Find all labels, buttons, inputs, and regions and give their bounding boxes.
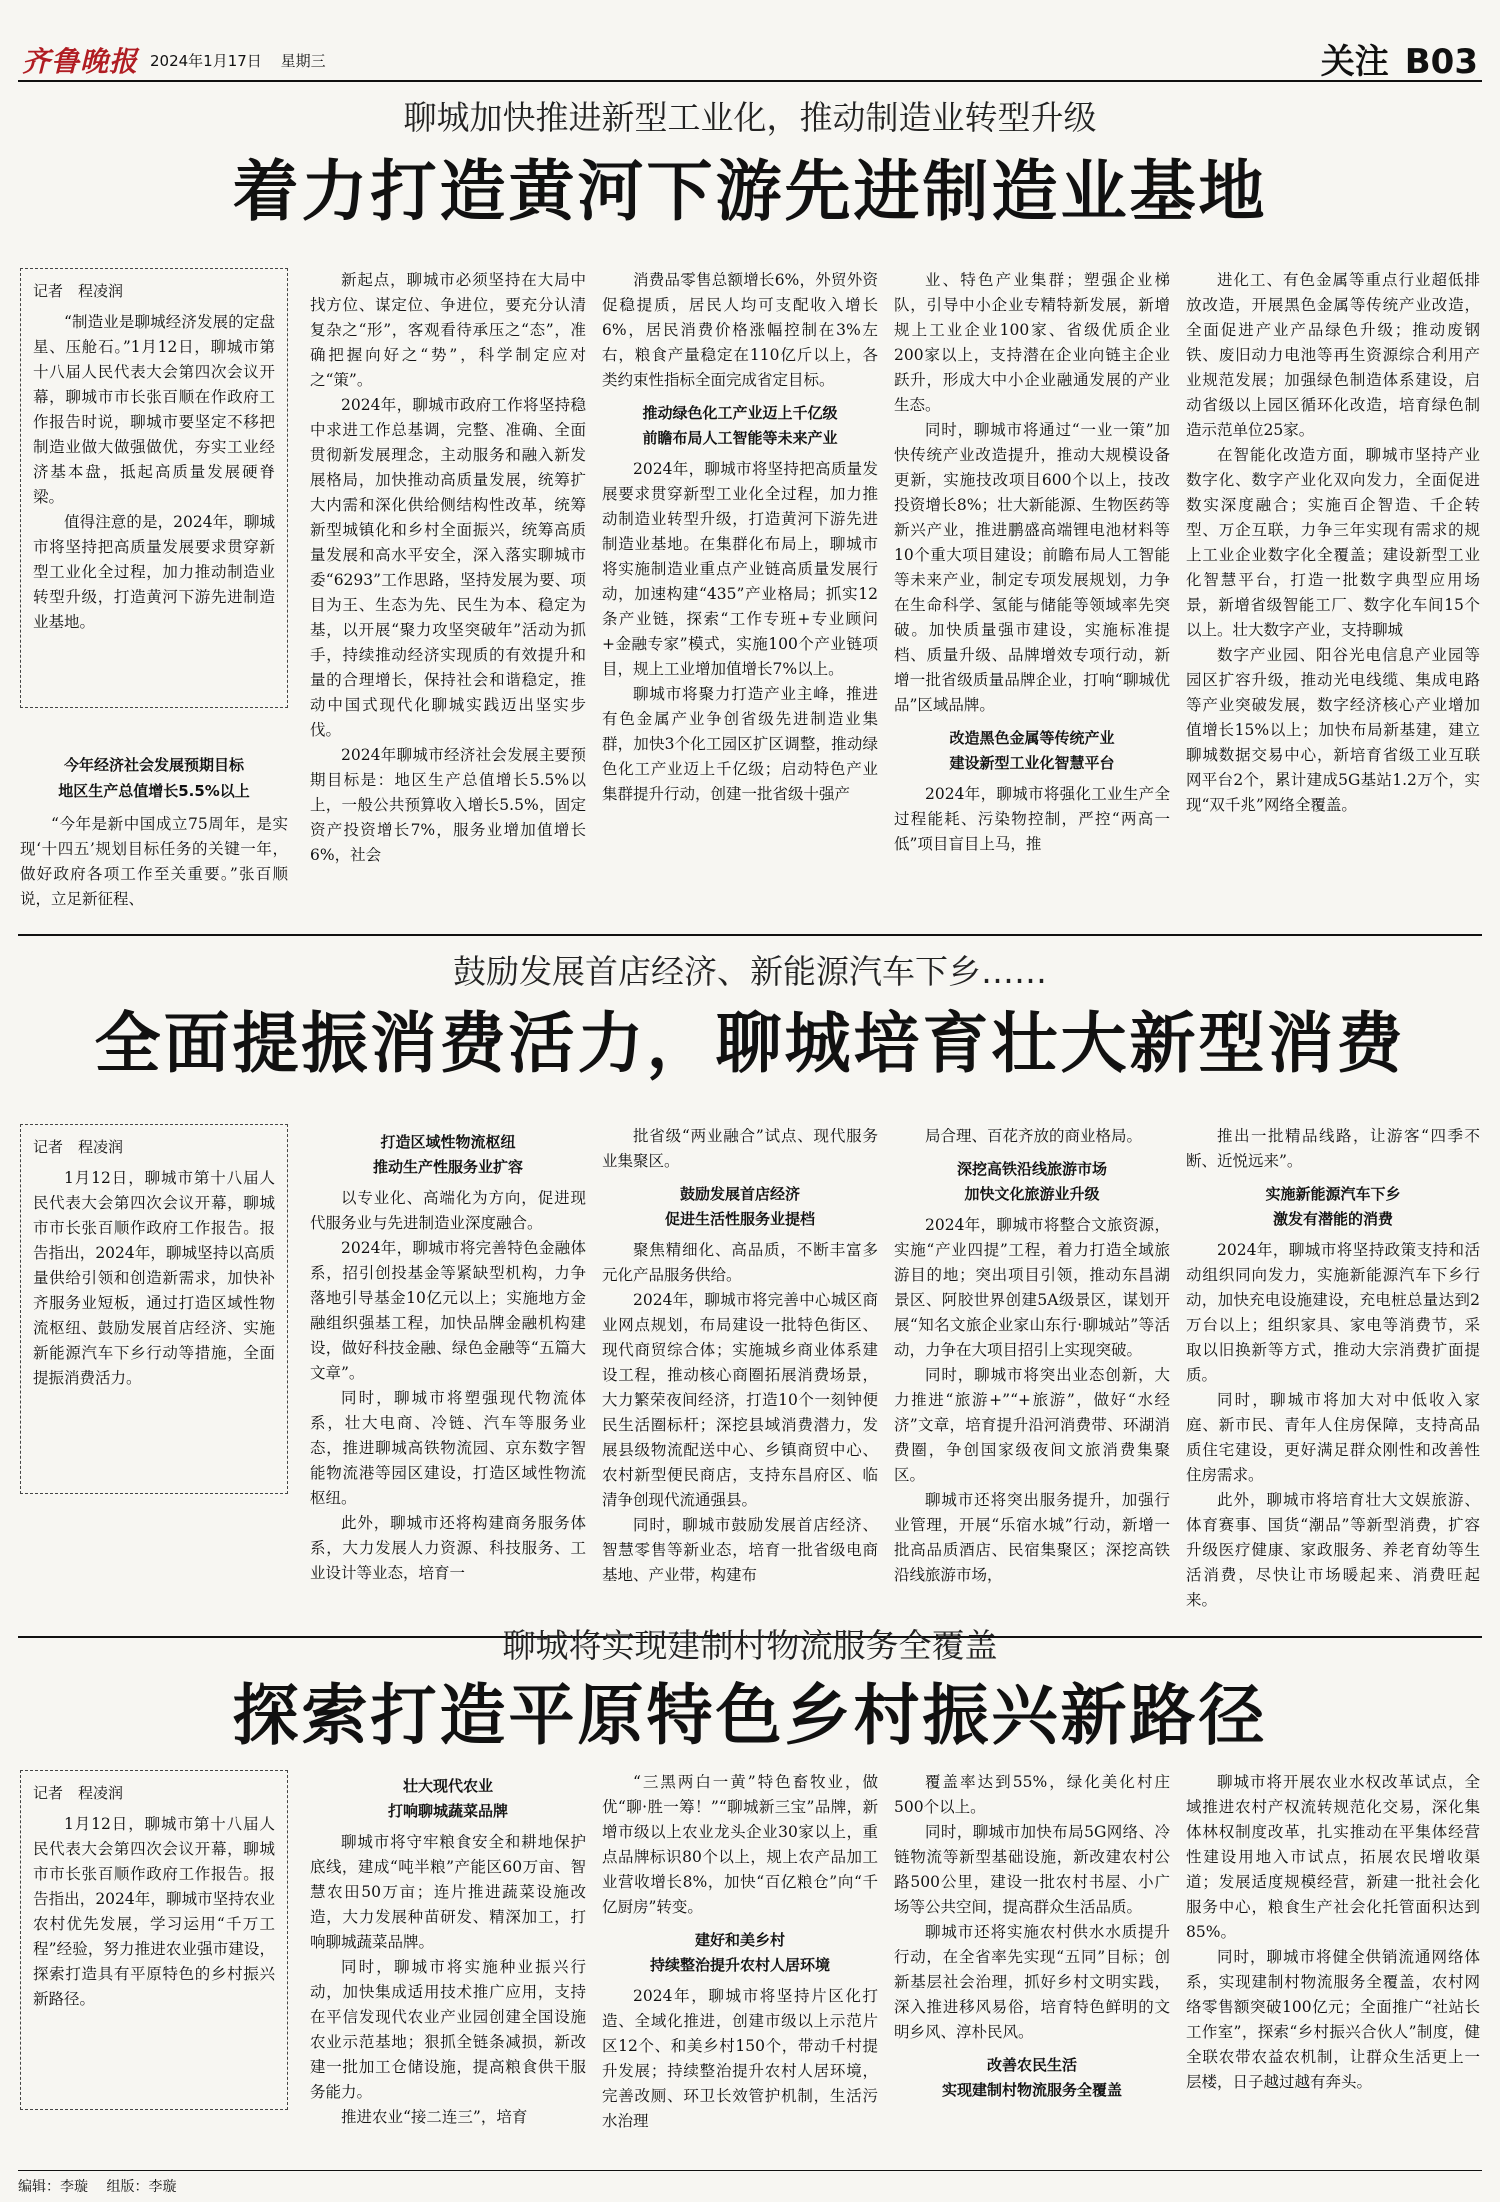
story2-box-paragraph: 1月12日，聊城市第十八届人民代表大会第四次会议开幕，聊城市市长张百顺作政府工作报告。报告指出，2024年，聊城坚持以高质量供给引领和创造新需求，加快补齐服务业短板，通过打造区域性物流枢纽、鼓励发展首店经济、实施新能源汽车下乡行动等措施，全面提振消费活力。 <box>33 1169 275 1387</box>
story2-paragraph: 此外，聊城市将培育壮大文娱旅游、体育赛事、国货“潮品”等新型消费，扩容升级医疗健康、家政服务、养老育幼等生活消费，尽快让市场暖起来、消费旺起来。 <box>1186 1491 1480 1609</box>
story3-reporter: 记者 程凌润 <box>33 1784 124 1802</box>
story1-headline: 着力打造黄河下游先进制造业基地 <box>232 152 1268 230</box>
story2-paragraph: 批省级“两业融合”试点、现代服务业集聚区。 <box>602 1127 878 1170</box>
story1-paragraph: 在智能化改造方面，聊城市坚持产业数字化、数字产业化双向发力，全面促进数实深度融合；实施百企智造、千企转型、万企互联，力争三年实现有需求的规上工业企业数字化全覆盖；建设新型工业化智慧平台，打造一批数字典型应用场景，新增省级智能工厂、数字化车间15个以上。壮大数字产业，支持聊城 <box>1186 446 1480 639</box>
story1-subheading: 改造黑色金属等传统产业 建设新型工业化智慧平台 <box>949 729 1115 772</box>
weekday-text: 星期三 <box>280 52 326 70</box>
story2-paragraph: 2024年，聊城市将坚持政策支持和活动组织同向发力，实施新能源汽车下乡行动，加快充电设施建设，充电桩总量达到2万台以上；组织家具、家电等消费节，采取以旧换新等方式，推动大宗消费扩面提质。 <box>1186 1241 1480 1384</box>
story2-paragraph: 推出一批精品线路，让游客“四季不断、近悦远来”。 <box>1186 1127 1480 1170</box>
story2-column-3 <box>602 1124 878 1624</box>
story1-paragraph: 2024年聊城市经济社会发展主要预期目标是：地区生产总值增长5.5%以上，一般公共预算收入增长5.5%，固定资产投资增长7%，服务业增加值增长6%，社会 <box>310 746 586 864</box>
story3-paragraph: 2024年，聊城市将坚持片区化打造、全域化推进，创建市级以上示范片区12个、和美乡村150个，带动千村提升发展；持续整治提升农村人居环境，完善改厕、环卫长效管护机制，生活污水治理 <box>602 1987 878 2130</box>
story2-column-4 <box>894 1124 1170 1624</box>
story3-subheading: 改善农民生活 实现建制村物流服务全覆盖 <box>941 2056 1122 2099</box>
story1-paragraph: 2024年，聊城市政府工作将坚持稳中求进工作总基调，完整、准确、全面贯彻新发展理念，主动服务和融入新发展格局，加快推动高质量发展，统筹扩大内需和深化供给侧结构性改革，统筹新型城镇化和乡村全面振兴，统筹高质量发展和高水平安全，深入落实聊城市委“6293”工作思路，坚持发展为要、项目为王、生态为先、民生为本、稳定为基，以开展“聚力攻坚突破年”活动为抓手，持续推动经济实现质的有效提升和量的合理增长，保持社会和谐稳定，推动中国式现代化聊城实践迈出坚实步伐。 <box>310 396 586 739</box>
story1-paragraph: 聊城市将聚力打造产业主峰，推进有色金属产业争创省级先进制造业集群，加快3个化工园区扩区调整，推动绿色化工产业迈上千亿级；启动特色产业集群提升行动，创建一批省级十强产 <box>602 685 878 803</box>
story3-paragraph: “三黑两白一黄”特色畜牧业，做优“聊·胜一筹！”“聊城新三宝”品牌，新增市级以上农业龙头企业30家以上，重点品牌标识80个以上，规上农产品加工业营收增长8%，加快“百亿粮仓”向“千亿厨房”转变。 <box>602 1773 878 1916</box>
story2-paragraph: 同时，聊城市将突出业态创新，大力推进“旅游+”“+旅游”，做好“水经济”文章，培育提升沿河消费带、环湖消费圈，争创国家级夜间文旅消费集聚区。 <box>894 1366 1170 1484</box>
story1-paragraph: 进化工、有色金属等重点行业超低排放改造，开展黑色金属等传统产业改造，全面促进产业产品绿色升级；推动废钢铁、废旧动力电池等再生资源综合利用产业规范发展；加强绿色制造体系建设，启动省级以上园区循环化改造，培育绿色制造示范单位25家。 <box>1186 271 1480 439</box>
page-code: B03 <box>1404 42 1478 82</box>
footer-credits <box>18 2176 190 2196</box>
story3-paragraph: 同时，聊城市将实施种业振兴行动，加快集成适用技术推广应用，支持在平信发现代农业产业园创建全国设施农业示范基地；狠抓全链条减损，新改建一批加工仓储设施，提高粮食供干服务能力。 <box>310 1958 586 2101</box>
story3-paragraph: 同时，聊城市加快布局5G网络、冷链物流等新型基础设施，新改建农村公路500公里，建设一批农村书屋、小广场等公共空间，提高群众生活品质。 <box>894 1823 1170 1916</box>
story1-box-paragraph: “制造业是聊城经济发展的定盘星、压舱石。”1月12日，聊城市第十八届人民代表大会第四次会议开幕，聊城市市长张百顺在作政府工作报告时说，聊城市要坚定不移把制造业做大做强做优，夯实工业经济基本盘，抵起高质量发展硬脊梁。 <box>33 313 275 506</box>
story2-subheading: 打造区域性物流枢纽 推动生产性服务业扩容 <box>372 1133 523 1176</box>
story1-side-subheading: 今年经济社会发展预期目标 地区生产总值增长5.5%以上 <box>58 756 250 800</box>
story2-lead-box <box>20 1124 288 1494</box>
story1-column-5 <box>1186 268 1480 918</box>
story3-column-5 <box>1186 1770 1480 2166</box>
story1-column-1 <box>20 812 288 916</box>
story3-box-paragraph: 1月12日，聊城市第十八届人民代表大会第四次会议开幕，聊城市市长张百顺作政府工作报告。报告指出，2024年，聊城市坚持农业农村优先发展，学习运用“千万工程”经验，努力推进农业强市建设，探索打造具有平原特色的乡村振兴新路径。 <box>33 1815 275 2008</box>
story3-paragraph: 同时，聊城市将健全供销流通网络体系，实现建制村物流服务全覆盖，农村网络零售额突破100亿元；全面推广“社站长工作室”，探索“乡村振兴合伙人”制度，健全联农带农益农机制，让群众生活更上一层楼，日子越过越有奔头。 <box>1186 1948 1480 2091</box>
story3-kicker: 聊城将实现建制村物流服务全覆盖 <box>502 1626 998 1665</box>
story1-paragraph: 消费品零售总额增长6%，外贸外资促稳提质，居民人均可支配收入增长6%，居民消费价格涨幅控制在3%左右，粮食产量稳定在110亿斤以上，各类约束性指标全面完成省定目标。 <box>602 271 878 389</box>
story1-paragraph: “今年是新中国成立75周年，是实现‘十四五’规划目标任务的关键一年，做好政府各项工作至关重要。”张百顺说，立足新征程、 <box>20 815 288 908</box>
story2-headline: 全面提振消费活力，聊城培育壮大新型消费 <box>94 1004 1406 1082</box>
story1-lead-box <box>20 268 288 708</box>
story1-column-3 <box>602 268 878 918</box>
section-header <box>1321 34 1478 83</box>
newspaper-logo: 齐鲁晚报 <box>22 45 139 78</box>
story2-paragraph: 同时，聊城市将塑强现代物流体系，壮大电商、冷链、汽车等服务业态，推进聊城高铁物流园、京东数字智能物流港等园区建设，打造区域性物流枢纽。 <box>310 1389 586 1507</box>
masthead <box>18 30 1482 82</box>
story2-column-2 <box>310 1124 586 1624</box>
story2-subheading: 实施新能源汽车下乡 激发有潜能的消费 <box>1265 1185 1401 1228</box>
story3-column-3 <box>602 1770 878 2166</box>
footer-divider <box>18 2170 1482 2171</box>
story2-paragraph: 聊城市还将突出服务提升，加强行业管理，开展“乐宿水城”行动，新增一批高品质酒店、民宿集聚区；深挖高铁沿线旅游市场， <box>894 1491 1170 1584</box>
story1-paragraph: 2024年，聊城市将坚持把高质量发展要求贯穿新型工业化全过程，加力推动制造业转型升级，打造黄河下游先进制造业基地。在集群化布局上，聊城市将实施制造业重点产业链高质量发展行动，加速构建“435”产业格局；抓实12条产业链，探索“工作专班+专业顾问+金融专家”模式，实施100个产业链项目，规上工业增加值增长7%以上。 <box>602 460 878 678</box>
story1-paragraph: 2024年，聊城市将强化工业生产全过程能耗、污染物控制，严控“两高一低”项目盲目上马，推 <box>894 785 1170 853</box>
story1-paragraph: 数字产业园、阳谷光电信息产业园等园区扩容升级，推动光电线缆、集成电路等产业突破发展，数字经济核心产业增加值增长15%以上；加快布局新基建，建立聊城数据交易中心，新培育省级工业互联网平台2个，累计建成5G基站1.2万个，实现“双千兆”网络全覆盖。 <box>1186 646 1480 814</box>
story2-paragraph: 局合理、百花齐放的商业格局。 <box>925 1127 1143 1145</box>
story1-paragraph: 同时，聊城市将通过“一业一策”加快传统产业改造提升，推动大规模设备更新，实施技改项目600个以上，技改投资增长8%；壮大新能源、生物医药等新兴产业，推进鹏盛高端锂电池材料等10个重大项目建设；前瞻布局人工智能等未来产业，制定专项发展规划，力争在生命科学、氢能与储能等领域率先突破。加快质量强市建设，实施标准提档、质量升级、品牌增效专项行动，新增一批省级质量品牌企业，打响“聊城优品”区域品牌。 <box>894 421 1170 714</box>
story1-subheading: 推动绿色化工产业迈上千亿级 前瞻布局人工智能等未来产业 <box>642 404 838 447</box>
story1-column-2 <box>310 268 586 918</box>
story3-column-4 <box>894 1770 1170 2166</box>
editor-credit: 编辑：李璇 <box>18 2179 88 2195</box>
story2-reporter: 记者 程凌润 <box>33 1138 124 1156</box>
story2-paragraph: 2024年，聊城市将整合文旅资源，实施“产业四提”工程，着力打造全域旅游目的地；突出项目引领，推动东昌湖景区、阿胶世界创建5A级景区，谋划开展“知名文旅企业家山东行·聊城站”等活动，力争在大项目招引上实现突破。 <box>894 1216 1170 1359</box>
date-text: 2024年1月17日 <box>150 52 262 70</box>
story3-paragraph: 推进农业“接二连三”，培育 <box>341 2108 528 2126</box>
section-label: 关注 <box>1320 42 1389 82</box>
story2-paragraph: 同时，聊城市鼓励发展首店经济、智慧零售等新业态，培育一批省级电商基地、产业带，构建布 <box>602 1516 878 1584</box>
story3-paragraph: 聊城市将守牢粮食安全和耕地保护底线，建成“吨半粮”产能区60万亩、智慧农田50万亩；连片推进蔬菜设施改造，大力发展种苗研发、精深加工，打响聊城蔬菜品牌。 <box>310 1833 586 1951</box>
story3-subheading: 壮大现代农业 打响聊城蔬菜品牌 <box>387 1777 508 1820</box>
story2-subheading: 深挖高铁沿线旅游市场 加快文化旅游业升级 <box>956 1160 1107 1203</box>
story3-paragraph: 聊城市将开展农业水权改革试点，全域推进农村产权流转规范化交易，深化集体林权制度改革，扎实推动在平集体经营性建设用地入市试点，拓展农民增收渠道；发展适度规模经营，新建一批社会化服务中心，粮食生产社会化托管面积达到85%。 <box>1186 1773 1480 1941</box>
story2-paragraph: 此外，聊城市还将构建商务服务体系，大力发展人力资源、科技服务、工业设计等业态，培育一 <box>310 1514 586 1582</box>
story3-lead-box <box>20 1770 288 2110</box>
story1-column-4 <box>894 268 1170 918</box>
story2-paragraph: 同时，聊城市将加大对中低收入家庭、新市民、青年人住房保障，支持高品质住宅建设，更好满足群众刚性和改善性住房需求。 <box>1186 1391 1480 1484</box>
story2-paragraph: 聚焦精细化、高品质，不断丰富多元化产品服务供给。 <box>602 1241 878 1284</box>
story3-subheading: 建好和美乡村 持续整治提升农村人居环境 <box>649 1931 830 1974</box>
story1-paragraph: 业、特色产业集群；塑强企业梯队，引导中小企业专精特新发展，新增规上工业企业100家、省级优质企业200家以上，支持潜在企业向链主企业跃升，形成大中小企业融通发展的产业生态。 <box>894 271 1170 414</box>
story2-paragraph: 2024年，聊城市将完善特色金融体系，招引创投基金等紧缺型机构，力争落地引导基金10亿元以上；实施地方金融组织强基工程，加快品牌金融机构建设，做好科技金融、绿色金融等“五篇大文章”。 <box>310 1239 586 1382</box>
story1-paragraph: 新起点，聊城市必须坚持在大局中找方位、谋定位、争进位，要充分认清复杂之“形”，客观看待承压之“态”，准确把握向好之“势”，科学制定应对之“策”。 <box>310 271 586 389</box>
story2-column-5 <box>1186 1124 1480 1624</box>
issue-date <box>150 50 340 71</box>
story3-column-2 <box>310 1770 586 2166</box>
story3-paragraph: 覆盖率达到55%，绿化美化村庄500个以上。 <box>894 1773 1170 1816</box>
story2-subheading: 鼓励发展首店经济 促进生活性服务业提档 <box>664 1185 815 1228</box>
story2-paragraph: 以专业化、高端化为方向，促进现代服务业与先进制造业深度融合。 <box>310 1189 586 1232</box>
layout-credit: 组版：李璇 <box>106 2179 177 2195</box>
story2-paragraph: 2024年，聊城市将完善中心城区商业网点规划，布局建设一批特色街区、现代商贸综合体；实施城乡商业体系建设工程，推动核心商圈拓展消费场景，大力繁荣夜间经济，打造10个一刻钟便民生活圈标杆；深挖县域消费潜力，发展县级物流配送中心、乡镇商贸中心、农村新型便民商店，支持东昌府区、临清争创现代流通强县。 <box>602 1291 878 1509</box>
story1-kicker: 聊城加快推进新型工业化，推动制造业转型升级 <box>403 98 1097 137</box>
story1-box-paragraph: 值得注意的是，2024年，聊城市将坚持把高质量发展要求贯穿新型工业化全过程，加力推动制造业转型升级，打造黄河下游先进制造业基地。 <box>33 513 275 631</box>
story1-reporter: 记者 程凌润 <box>33 282 124 300</box>
story2-kicker: 鼓励发展首店经济、新能源汽车下乡…… <box>453 952 1047 991</box>
story3-paragraph: 聊城市还将实施农村供水水质提升行动，在全省率先实现“五同”目标；创新基层社会治理，抓好乡村文明实践，深入推进移风易俗，培育特色鲜明的文明乡风、淳朴民风。 <box>894 1923 1170 2041</box>
section-divider <box>18 934 1482 936</box>
story3-headline: 探索打造平原特色乡村振兴新路径 <box>232 1676 1268 1754</box>
